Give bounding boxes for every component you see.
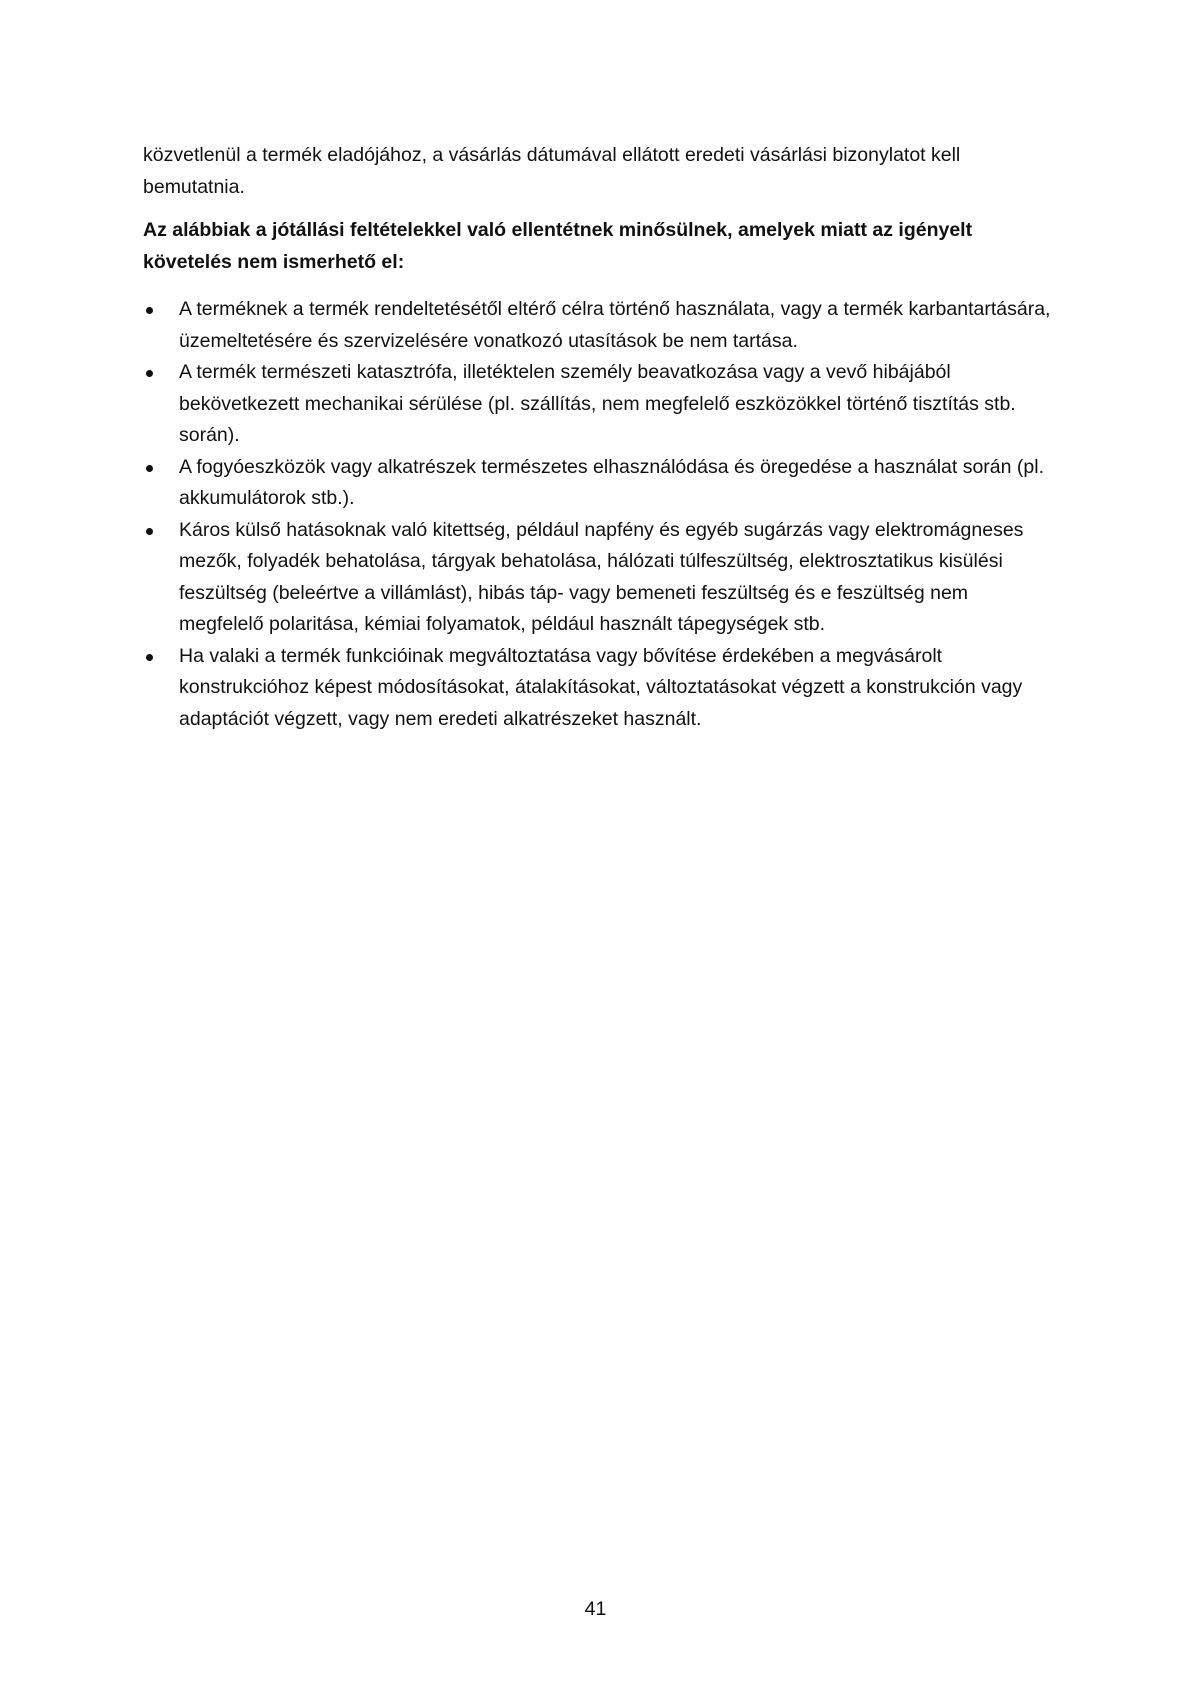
list-item [143,452,1053,515]
list-item [143,357,1053,452]
page-number: 41 [584,1598,607,1620]
list-item [143,515,1053,641]
list-item-text: A termék természeti katasztrófa, illetéktelen személy beavatkozása vagy a vevő hibájából bekövetkezett mechanikai sérülése (pl. szállítás, nem megfelelő eszközökkel történő tisztítás stb. során). [179,361,1016,446]
list-item-text: Káros külső hatásoknak való kitettség, például napfény és egyéb sugárzás vagy elektromágneses mezők, folyadék behatolása, tárgyak behatolása, hálózati túlfeszültség, elektrosztatikus kisülési feszültség (beleértve a villámlást), hibás táp- vagy bemeneti feszültség és e feszültség nem megfelelő polaritása, kémiai folyamatok, például használt tápegységek stb. [179,518,1024,635]
list-item-text: A fogyóeszközök vagy alkatrészek természetes elhasználódása és öregedése a használat során (pl. akkumulátorok stb.). [179,455,1044,509]
exclusion-list [143,294,1053,735]
list-item-text: Ha valaki a termék funkcióinak megváltoztatása vagy bővítése érdekében a megvásárolt konstrukcióhoz képest módosításokat, átalakításokat, változtatásokat végzett a konstrukción vagy adaptációt végzett, vagy nem eredeti alkatrészeket használt. [179,644,1023,730]
document-body [143,140,1053,735]
section-heading: Az alábbiak a jótállási feltételekkel való ellentétnek minősülnek, amelyek miatt az igényelt követelés nem ismerhető el: [143,219,973,273]
list-item [143,294,1053,357]
intro-paragraph: közvetlenül a termék eladójához, a vásárlás dátumával ellátott eredeti vásárlási bizonylatot kell bemutatnia. [143,144,961,198]
list-item-text: A terméknek a termék rendeltetésétől eltérő célra történő használata, vagy a termék karbantartására, üzemeltetésére és szervizelésére vonatkozó utasítások be nem tartása. [179,298,1051,352]
list-item [143,641,1053,736]
